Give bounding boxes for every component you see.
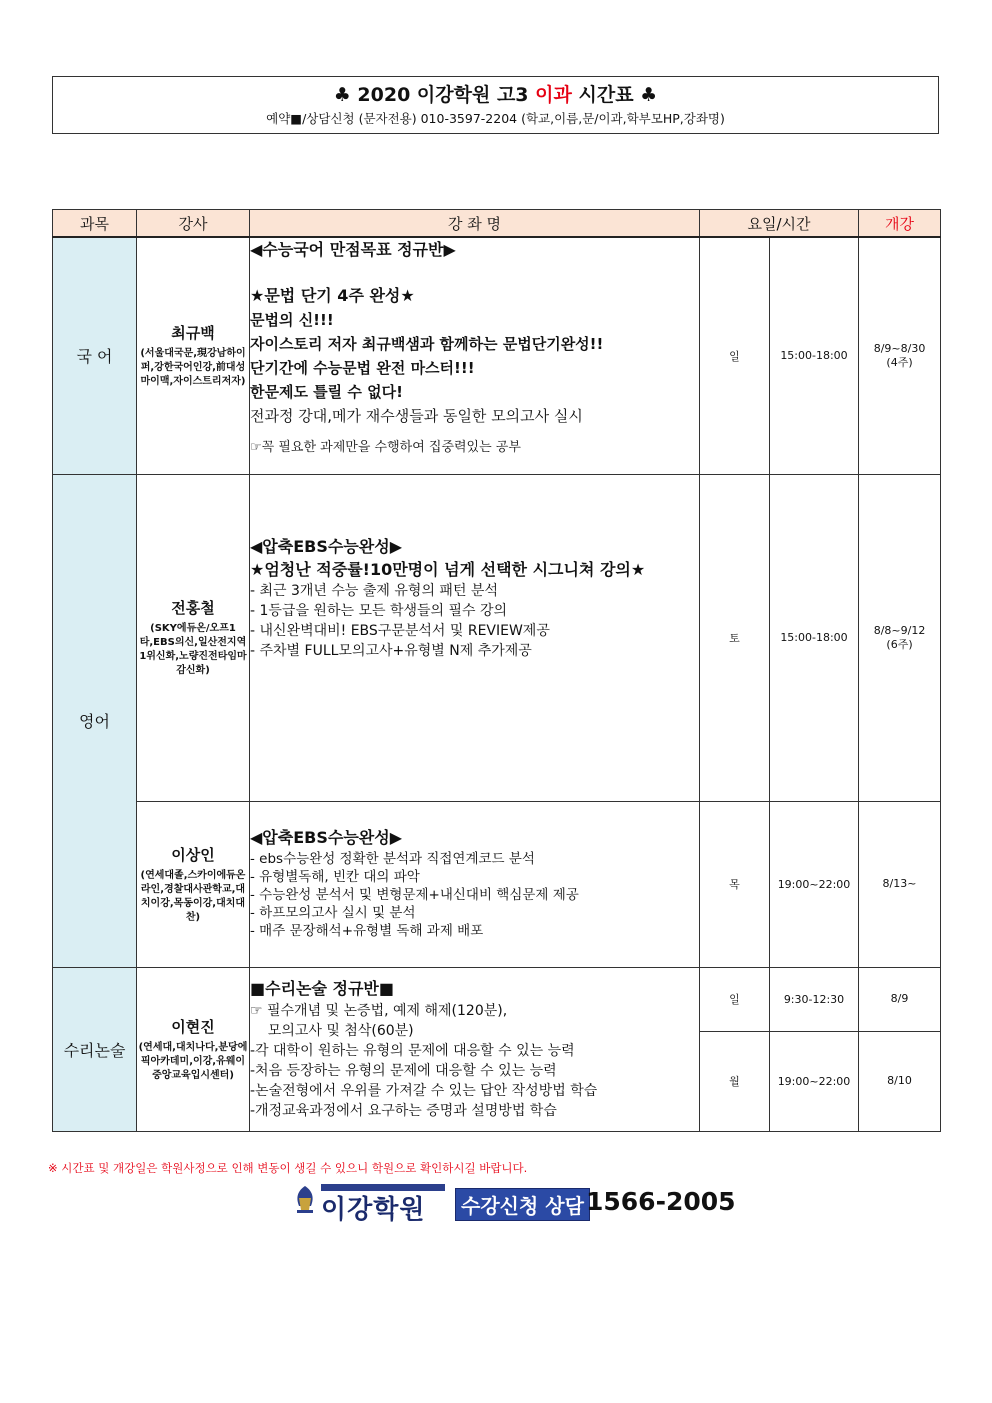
header-teacher: 강사	[137, 210, 250, 238]
course-line: 한문제도 틀릴 수 없다!	[250, 383, 403, 401]
time-cell: 15:00-18:00	[770, 474, 859, 801]
header-schedule: 요일/시간	[700, 210, 859, 238]
course-line: 문법의 신!!!	[250, 311, 334, 329]
academy-emblem-icon	[291, 1184, 319, 1216]
course-title: ■수리논술 정규반■	[250, 979, 394, 998]
course-line: - 매주 문장해석+유형별 독해 과제 배포	[250, 922, 484, 939]
day-cell: 목	[700, 801, 770, 967]
teacher-desc: (연세대,대치나다,분당에픽아카데미,이강,유웨이중앙교육입시센터)	[138, 1041, 248, 1081]
time-cell: 19:00~22:00	[770, 1031, 859, 1131]
course-line: -논술전형에서 우위를 가져갈 수 있는 답안 작성방법 학습	[250, 1083, 598, 1099]
open-date: 8/9~8/30	[873, 341, 926, 355]
subject-cell-english: 영어	[53, 474, 137, 967]
header-open: 개강	[859, 210, 941, 238]
academy-logo-text: 이강학원	[321, 1195, 426, 1225]
course-title: ◀수능국어 만점목표 정규반▶	[250, 240, 456, 259]
title-box	[52, 76, 939, 134]
table-row	[53, 237, 941, 474]
time-cell: 15:00-18:00	[770, 237, 859, 474]
teacher-name: 최규백	[171, 324, 215, 343]
subject-cell-korean: 국 어	[53, 237, 137, 474]
course-headline: ★문법 단기 4주 완성★	[250, 286, 415, 305]
open-cell: 8/9	[859, 967, 941, 1031]
teacher-cell	[137, 801, 250, 967]
time-cell: 19:00~22:00	[770, 801, 859, 967]
day-cell: 월	[700, 1031, 770, 1131]
table-header-row	[53, 210, 941, 238]
open-cell	[859, 237, 941, 474]
teacher-name: 전홍철	[171, 599, 215, 617]
day-cell: 토	[700, 474, 770, 801]
course-cell	[250, 967, 700, 1131]
course-line: 단기간에 수능문법 완전 마스터!!!	[250, 359, 475, 377]
time-cell: 9:30-12:30	[770, 967, 859, 1031]
open-cell	[859, 474, 941, 801]
table-row	[53, 967, 941, 1031]
course-title: ◀압축EBS수능완성▶	[250, 536, 402, 556]
teacher-desc: (서울대국문,現강남하이퍼,강한국어인강,前대성마이맥,자이스트리저자)	[140, 348, 246, 388]
course-line: -처음 등장하는 유형의 문제에 대응할 수 있는 능력	[250, 1063, 557, 1079]
day-cell: 일	[700, 237, 770, 474]
course-line: ☞꼭 필요한 과제만을 수행하여 집중력있는 공부	[250, 440, 521, 455]
phone-number: 1566-2005	[586, 1187, 736, 1216]
subject-cell-math: 수리논술	[53, 967, 137, 1131]
page-title	[53, 83, 938, 107]
course-line: ☞ 필수개념 및 논증법, 예제 해제(120분),	[250, 1003, 508, 1019]
teacher-cell	[137, 967, 250, 1131]
open-weeks: (6주)	[886, 637, 913, 651]
course-line: - 내신완벽대비! EBS구문분석서 및 REVIEW제공	[250, 622, 550, 639]
table-row	[53, 474, 941, 801]
course-line: - 최근 3개년 수능 출제 유형의 패턴 분석	[250, 582, 498, 599]
course-line: - 하프모의고사 실시 및 분석	[250, 904, 416, 921]
course-headline: ★엄청난 적중률!10만명이 넘게 선택한 시그니쳐 강의★	[250, 559, 646, 579]
course-cell	[250, 237, 700, 474]
teacher-cell	[137, 237, 250, 474]
page-subtitle: 예약■/상담신청 (문자전용) 010-3597-2204 (학교,이름,문/이과,학부모HP,강좌명)	[266, 111, 725, 126]
teacher-cell	[137, 474, 250, 801]
teacher-desc: (SKY에듀온/오프1타,EBS의신,일산전지역1위신화,노량진전타임마감신화)	[139, 623, 247, 676]
course-line: - 수능완성 분석서 및 변형문제+내신대비 핵심문제 제공	[250, 886, 579, 903]
course-cell	[250, 474, 700, 801]
teacher-name: 이상인	[171, 845, 215, 864]
notice-text: ※ 시간표 및 개강일은 학원사정으로 인해 변동이 생길 수 있으니 학원으로 확인하시길 바랍니다.	[48, 1161, 528, 1175]
open-weeks: (4주)	[886, 355, 913, 369]
course-line: 모의고사 및 첨삭(60분)	[250, 1023, 414, 1039]
title-suffix: 시간표 ♣	[571, 84, 658, 106]
course-line: - ebs수능완성 정확한 분석과 직접연계코드 분석	[250, 850, 535, 867]
course-line: 전과정 강대,메가 재수생들과 동일한 모의고사 실시	[250, 407, 583, 425]
footer-banner	[291, 1184, 736, 1225]
course-line: -각 대학이 원하는 유형의 문제에 대응할 수 있는 능력	[250, 1043, 575, 1059]
header-subject: 과목	[53, 210, 137, 238]
title-highlight: 이과	[535, 84, 572, 106]
open-cell: 8/13~	[859, 801, 941, 967]
course-line: - 유형별독해, 빈칸 대의 파악	[250, 868, 420, 885]
course-cell	[250, 801, 700, 967]
schedule-table	[52, 209, 941, 1132]
title-prefix: ♣ 2020 이강학원 고3	[333, 84, 536, 106]
course-line: - 1등급을 원하는 모든 학생들의 필수 강의	[250, 602, 508, 619]
open-date: 8/8~9/12	[873, 623, 926, 637]
teacher-name: 이현진	[171, 1017, 215, 1036]
day-cell: 일	[700, 967, 770, 1031]
enroll-consult-badge: 수강신청 상담	[455, 1188, 590, 1221]
table-row	[53, 801, 941, 967]
teacher-desc: (연세대졸,스카이에듀온라인,경찰대사관학교,대치이강,목동이강,대치대찬)	[140, 869, 246, 923]
header-course: 강 좌 명	[250, 210, 700, 238]
course-line: 자이스토리 저자 최규백샘과 함께하는 문법단기완성!!	[250, 335, 604, 353]
course-title: ◀압축EBS수능완성▶	[250, 827, 402, 847]
course-line: -개정교육과정에서 요구하는 증명과 설명방법 학습	[250, 1103, 557, 1119]
open-cell: 8/10	[859, 1031, 941, 1131]
course-line: - 주차별 FULL모의고사+유형별 N제 추가제공	[250, 642, 532, 659]
